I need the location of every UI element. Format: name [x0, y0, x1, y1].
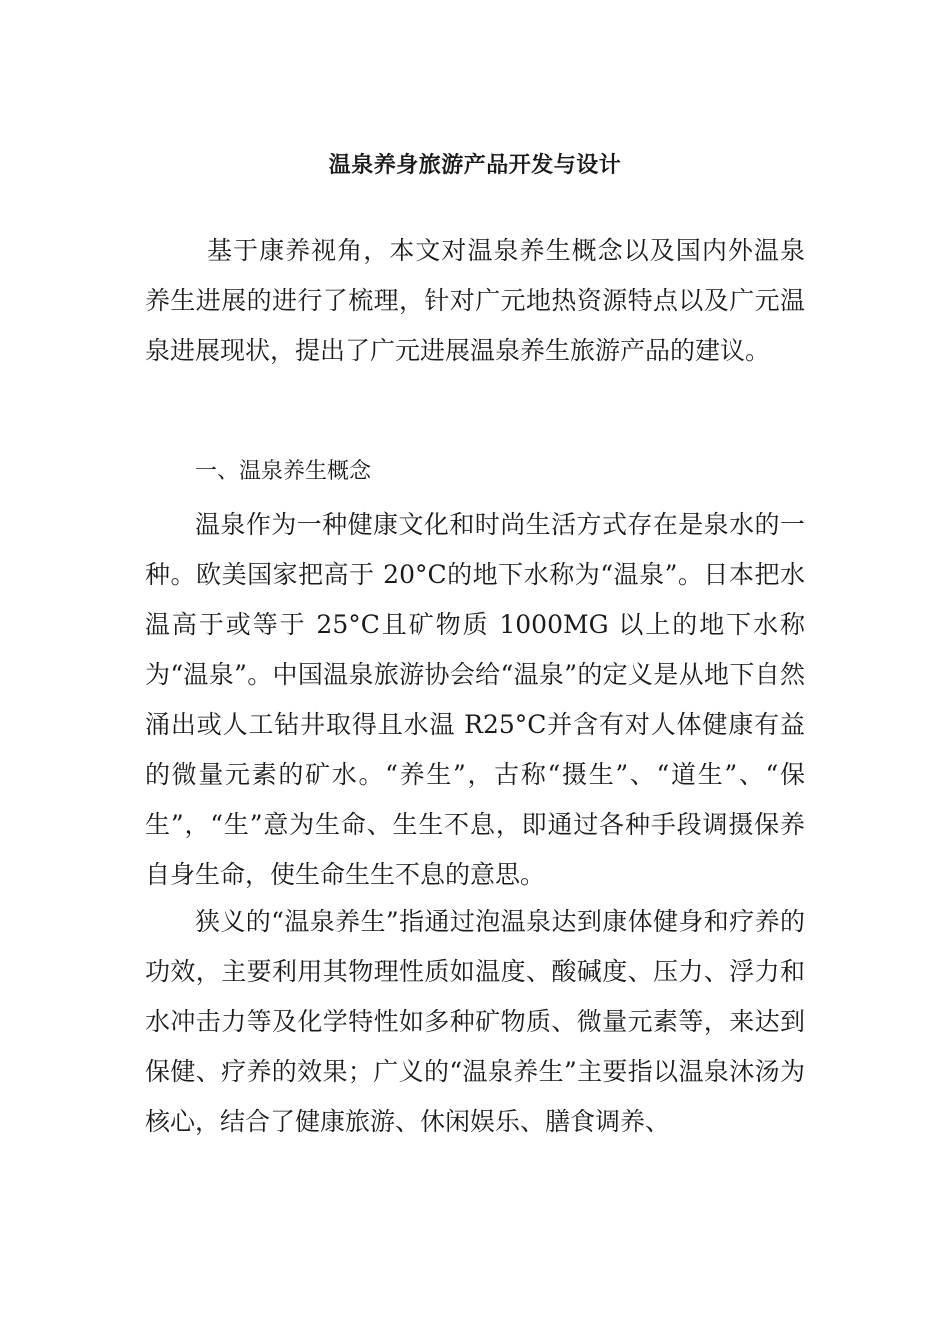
- body-paragraph: 狭义的“温泉养生”指通过泡温泉达到康体健身和疗养的功效，主要利用其物理性质如温度、酸碱度、压力、浮力和水冲击力等及化学特性如多种矿物质、微量元素等，来达到保健、疗养的效果；广义的“温泉养生”主要指以温泉沐汤为核心，结合了健康旅游、休闲娱乐、膳食调养、: [145, 907, 805, 1136]
- body-paragraph: 温泉作为一种健康文化和时尚生活方式存在是泉水的一种。欧美国家把高于 20°C的地下水称为“温泉”。日本把水温高于或等于 25°C且矿物质 1000MG 以上的地下水称为“温泉”。中国温泉旅游协会给“温泉”的定义是从地下自然涌出或人工钻井取得且水温 R25°C并含有对人体健康有益的微量元素的矿水。“养生”，古称“摄生”、“道生”、“保生”，“生”意为生命、生生不息，即通过各种手段调摄保养自身生命，使生命生生不息的意思。: [145, 510, 805, 889]
- abstract-paragraph: 基于康养视角，本文对温泉养生概念以及国内外温泉养生进展的进行了梳理，针对广元地热资源特点以及广元温泉进展现状，提出了广元进展温泉养生旅游产品的建议。: [145, 236, 805, 365]
- section-heading: 一、温泉养生概念: [195, 459, 372, 484]
- document-title: 温泉养身旅游产品开发与设计: [328, 151, 622, 178]
